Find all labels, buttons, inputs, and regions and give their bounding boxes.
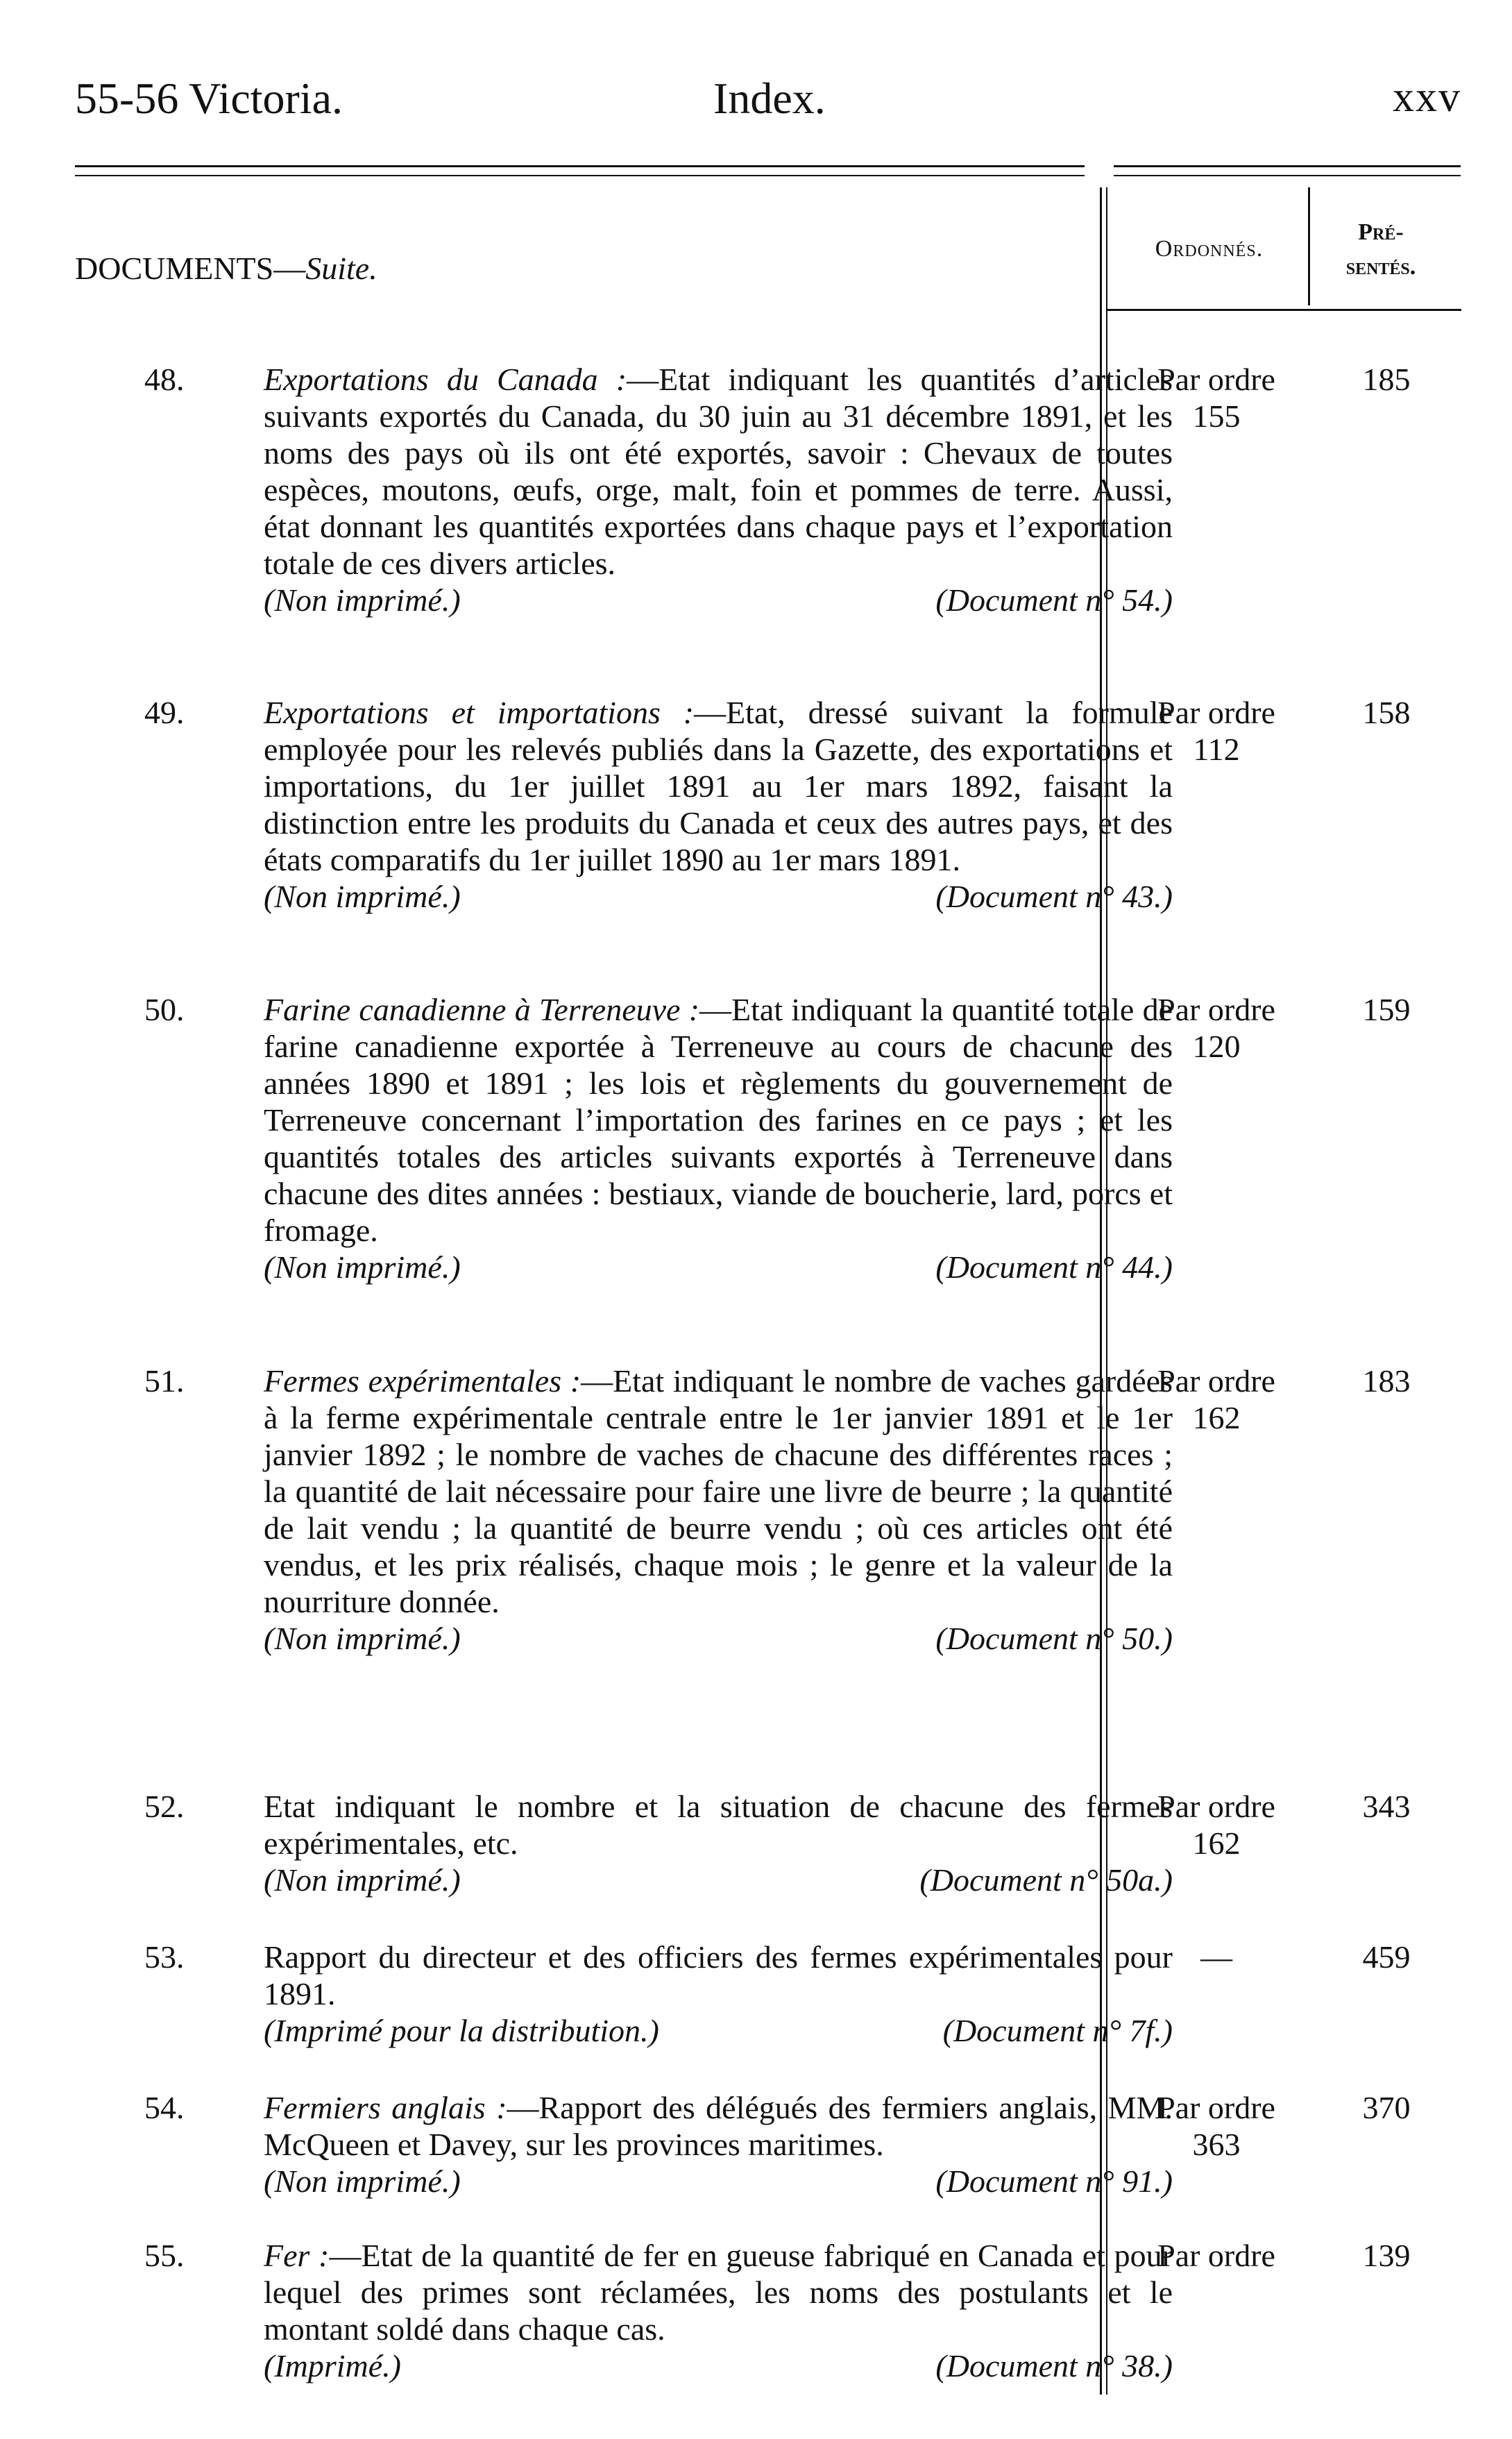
entry-document: (Document n° 50a.) (919, 1862, 1173, 1898)
entry-lead: Exportations du Canada : (264, 362, 627, 397)
entry-tail (264, 582, 1173, 618)
entry-number: 54. (144, 2090, 185, 2125)
entry-number: 50. (144, 992, 185, 1027)
entry-presentes: 343 (1362, 1789, 1411, 1824)
entry-number: 48. (144, 362, 185, 397)
entry-lead: Farine canadienne à Terreneuve : (264, 992, 700, 1027)
entry-note: (Imprimé pour la distribution.) (264, 2013, 659, 2048)
entry-presentes: 185 (1362, 362, 1411, 397)
column-divider-middle (1308, 187, 1310, 305)
entry-ordonnes (1123, 991, 1310, 1065)
column-header-rule (1106, 309, 1461, 311)
entry-tail (264, 2012, 1173, 2049)
header-rule-top-left (75, 165, 1085, 167)
entry-text: Rapport du directeur et des officiers des fermes expérimentales pour 1891. (264, 1939, 1173, 2011)
entry-note: (Non imprimé.) (264, 582, 461, 618)
entry-ordonnes (1123, 2089, 1310, 2163)
entry-tail (264, 2347, 1173, 2384)
ordonnes-line1: Par ordre (1157, 1363, 1275, 1399)
entry-lead: Fermiers anglais : (264, 2090, 507, 2125)
entry-tail (264, 1620, 1173, 1657)
ordonnes-line1: Par ordre (1157, 2090, 1275, 2125)
entry-document: (Document n° 7f.) (942, 2013, 1173, 2048)
entry-lead: Exportations et importations : (264, 695, 695, 730)
ordonnes-line1: Par ordre (1157, 1789, 1275, 1824)
entry-presentes: 159 (1362, 992, 1411, 1027)
entry-body (264, 2089, 1173, 2200)
ordonnes-line1: Par ordre (1157, 992, 1275, 1027)
section-title (75, 250, 377, 287)
entry-body (264, 361, 1173, 618)
ordonnes-line2: 112 (1193, 732, 1240, 767)
entry-presentes: 139 (1362, 2238, 1411, 2273)
entry-presentes: 183 (1362, 1363, 1411, 1399)
entry-presentes: 158 (1362, 695, 1411, 730)
column-heading-ordonnes: Ordonnés. (1155, 236, 1264, 262)
column-heading-presentes-line2: sentés. (1345, 254, 1416, 280)
entry-number: 51. (144, 1363, 185, 1399)
entry-lead: Fermes expérimentales : (264, 1363, 581, 1399)
entry-document: (Document n° 50.) (935, 1621, 1173, 1656)
entry-number: 49. (144, 695, 185, 730)
entry-text: —Etat de la quantité de fer en gueuse fabriqué en Canada et pour lequel des primes sont réclamées, les noms des postulants et le montant soldé dans chaque cas. (264, 2238, 1173, 2347)
entry-ordonnes (1123, 694, 1310, 768)
ordonnes-line1: — (1200, 1939, 1232, 1975)
entry-number: 52. (144, 1789, 185, 1824)
entry-body (264, 991, 1173, 1285)
entry-presentes: 459 (1362, 1939, 1411, 1975)
entry-ordonnes (1123, 361, 1310, 434)
entry-body (264, 1939, 1173, 2049)
entry-text: —Etat indiquant les quantités d’articles suivants exportés du Canada, du 30 juin au 31 décembre 1891, et les noms des pays où ils ont été exportés, savoir : Chevaux de toutes espèces, moutons, œufs, orge, malt, foin et pommes de terre. Aussi, état donnant les quantités exportées dans chaque pays et l’exportation totale de ces divers articles. (264, 362, 1173, 581)
entry-note: (Non imprimé.) (264, 1862, 461, 1898)
entry-ordonnes (1123, 1939, 1310, 1975)
page-number: xxv (1393, 74, 1461, 121)
entry-document: (Document n° 38.) (935, 2348, 1173, 2383)
section-title-suffix: Suite. (305, 251, 377, 286)
ordonnes-line1: Par ordre (1157, 695, 1275, 730)
header-rule-top-right (1114, 165, 1461, 167)
ordonnes-line2: 162 (1192, 1400, 1241, 1435)
entry-document: (Document n° 44.) (935, 1249, 1173, 1285)
entry-body (264, 2237, 1173, 2384)
ordonnes-line2: 120 (1192, 1029, 1241, 1064)
header-rule-bottom-left (75, 175, 1085, 176)
entry-tail (264, 878, 1173, 915)
header-rule-bottom-right (1114, 175, 1461, 176)
entry-body (264, 694, 1173, 915)
ordonnes-line1: Par ordre (1157, 362, 1275, 397)
entry-ordonnes (1123, 1788, 1310, 1862)
volume-label: 55-56 Victoria. (75, 74, 343, 123)
entry-note: (Non imprimé.) (264, 1249, 461, 1285)
entry-note: (Non imprimé.) (264, 879, 461, 914)
entry-document: (Document n° 91.) (935, 2163, 1173, 2199)
entry-document: (Document n° 54.) (935, 582, 1173, 618)
entry-note: (Non imprimé.) (264, 1621, 461, 1656)
running-header (75, 73, 1461, 135)
page-section-label: Index. (713, 74, 826, 123)
entry-text: —Rapport des délégués des fermiers anglais, MM. McQueen et Davey, sur les provinces maritimes. (264, 2090, 1173, 2162)
ordonnes-line2: 155 (1192, 398, 1241, 434)
ordonnes-line1: Par ordre (1157, 2238, 1275, 2273)
entry-tail (264, 2163, 1173, 2200)
column-heading-presentes (1311, 215, 1450, 285)
entry-note: (Imprimé.) (264, 2348, 401, 2383)
entry-text: —Etat, dressé suivant la formule employée pour les relevés publiés dans la Gazette, des exportations et importations, du 1er juillet 1891 au 1er mars 1892, faisant la distinction entre les produits du Canada et ceux des autres pays, et des états comparatifs du 1er juillet 1890 au 1er mars 1891. (264, 695, 1173, 877)
entry-tail (264, 1862, 1173, 1898)
ordonnes-line2: 363 (1192, 2127, 1241, 2162)
entry-number: 53. (144, 1939, 185, 1975)
entry-ordonnes (1123, 1362, 1310, 1436)
entry-text: —Etat indiquant le nombre de vaches gardées à la ferme expérimentale centrale entre le 1er janvier 1891 et le 1er janvier 1892 ; le nombre de vaches de chacune des différentes races ; la quantité de lait nécessaire pour faire une livre de beurre ; la quantité de lait vendu ; la quantité de beurre vendu ; où ces articles ont été vendus, et les prix réalisés, chaque mois ; le genre et la valeur de la nourriture donnée. (264, 1363, 1173, 1619)
entry-body (264, 1788, 1173, 1898)
entry-note: (Non imprimé.) (264, 2163, 461, 2199)
entry-text: Etat indiquant le nombre et la situation de chacune des fermes expérimentales, etc. (264, 1789, 1173, 1861)
entry-text: —Etat indiquant la quantité totale de farine canadienne exportée à Terreneuve au cours de chacune des années 1890 et 1891 ; les lois et règlements du gouvernement de Terreneuve concernant l’importation des farines en ce pays ; et les quantités totales des articles suivants exportés à Terreneuve dans chacune des dites années : bestiaux, viande de boucherie, lard, porcs et fromage. (264, 992, 1173, 1248)
column-heading-presentes-line1: Pré- (1358, 219, 1404, 245)
section-title-main: DOCUMENTS— (75, 251, 306, 286)
entry-presentes: 370 (1362, 2090, 1411, 2125)
entry-body (264, 1362, 1173, 1657)
entry-number: 55. (144, 2238, 185, 2273)
entry-ordonnes (1123, 2237, 1310, 2274)
entry-tail (264, 1249, 1173, 1285)
entry-document: (Document n° 43.) (935, 879, 1173, 914)
entry-lead: Fer : (264, 2238, 330, 2273)
ordonnes-line2: 162 (1192, 1825, 1241, 1861)
